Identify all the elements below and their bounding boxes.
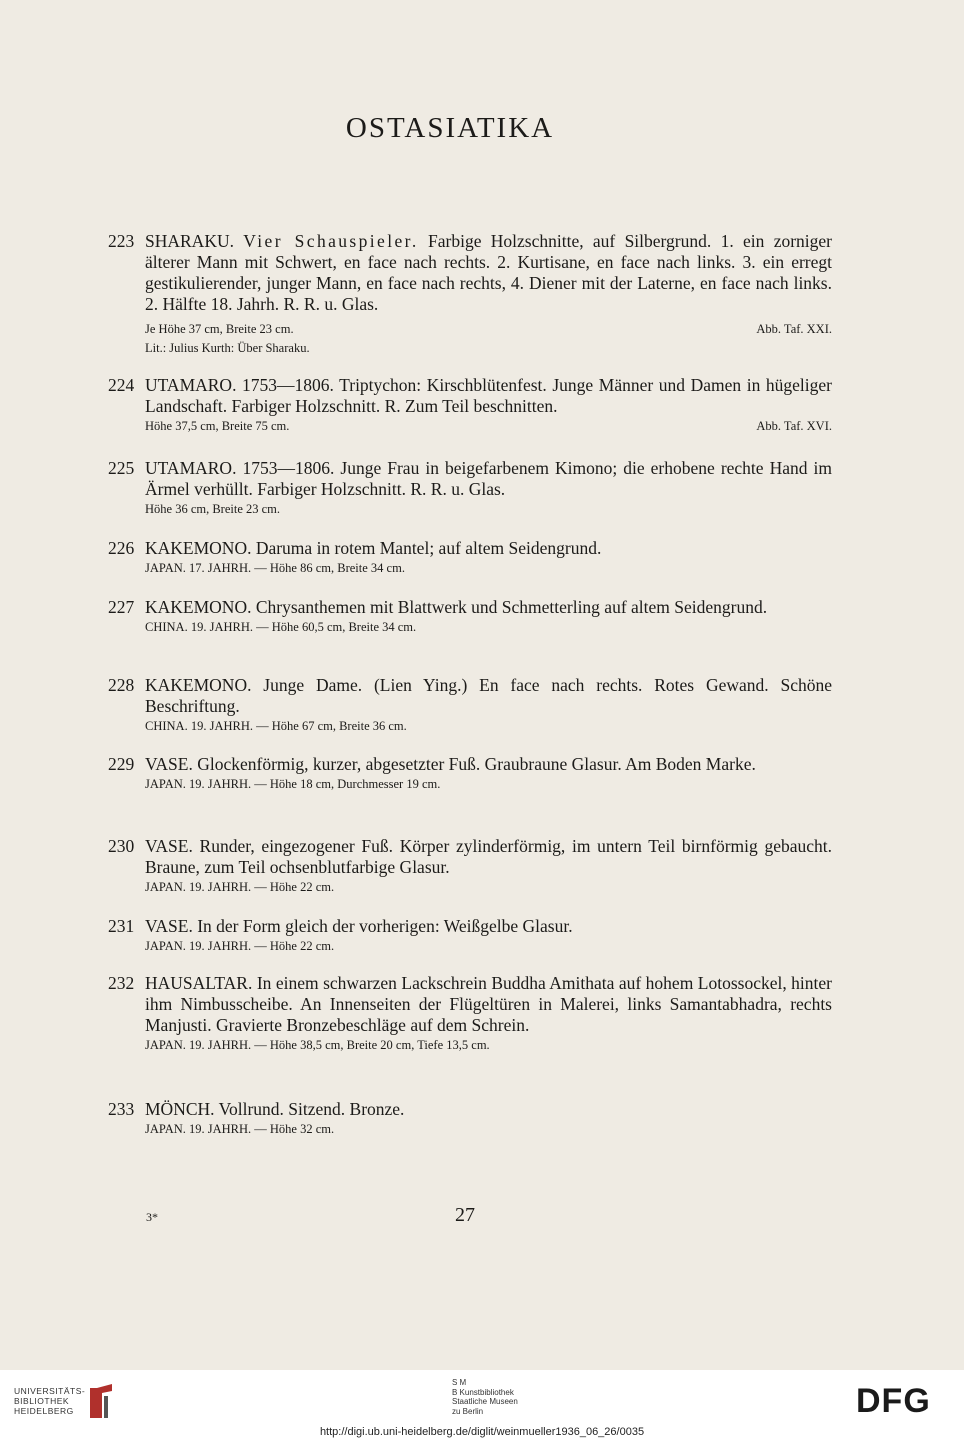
lot-text: Vollrund. Sitzend. Bronze. bbox=[218, 1099, 405, 1119]
catalog-entry-225 bbox=[108, 458, 832, 519]
catalog-entry-226 bbox=[108, 538, 832, 578]
catalog-entry-231 bbox=[108, 916, 832, 956]
lot-dimensions: JAPAN. 19. JAHRH. — Höhe 38,5 cm, Breite 20 cm, Tiefe 13,5 cm. bbox=[145, 1038, 490, 1052]
lot-title-spaced: Vier Schauspieler. bbox=[243, 231, 419, 251]
lot-number: 230 bbox=[108, 836, 135, 856]
lot-heading: MÖNCH. bbox=[145, 1099, 215, 1119]
lot-dimensions: Höhe 37,5 cm, Breite 75 cm. bbox=[145, 419, 290, 433]
ub-heidelberg-logo[interactable] bbox=[14, 1386, 85, 1416]
lot-heading: KAKEMONO. bbox=[145, 675, 252, 695]
lot-plate: Abb. Taf. XXI. bbox=[756, 322, 832, 336]
dfg-logo[interactable]: DFG bbox=[856, 1382, 931, 1420]
lot-number: 225 bbox=[108, 458, 135, 478]
lot-dimensions: JAPAN. 19. JAHRH. — Höhe 22 cm. bbox=[145, 939, 335, 953]
smb-logo-line: Staatliche Museen bbox=[452, 1397, 518, 1406]
lot-description bbox=[145, 231, 832, 315]
catalog-entry-229 bbox=[108, 754, 832, 794]
lot-meta bbox=[145, 775, 832, 794]
lot-number: 231 bbox=[108, 916, 135, 936]
lot-description bbox=[145, 836, 832, 878]
ub-logo-line: BIBLIOTHEK bbox=[14, 1396, 70, 1406]
lot-dimensions: CHINA. 19. JAHRH. — Höhe 67 cm, Breite 36 cm. bbox=[145, 719, 407, 733]
catalog-entry-232 bbox=[108, 973, 832, 1055]
lot-heading: VASE. bbox=[145, 754, 193, 774]
smb-logo-line: zu Berlin bbox=[452, 1406, 484, 1416]
lot-text: In einem schwarzen Lackschrein Buddha Amithata auf hohem Lotossockel, hinter ihm Nimbusscheibe. An Innenseiten der Flügeltüren in Malerei, links Samantabhadra, rechts Manjusti. Gravierte Bronzebeschläge auf dem Schrein. bbox=[145, 973, 832, 1035]
viewer-footer bbox=[0, 1370, 964, 1441]
lot-heading: HAUSALTAR. bbox=[145, 973, 253, 993]
lot-text: In der Form gleich der vorherigen: Weißgelbe Glasur. bbox=[197, 916, 573, 936]
lot-heading: UTAMARO. bbox=[145, 375, 237, 395]
lot-description bbox=[145, 458, 832, 500]
smb-logo-line: B Kunstbibliothek bbox=[452, 1387, 514, 1397]
lot-dimensions: CHINA. 19. JAHRH. — Höhe 60,5 cm, Breite 34 cm. bbox=[145, 620, 417, 634]
lot-description bbox=[145, 973, 832, 1036]
ub-emblem-icon bbox=[88, 1382, 116, 1420]
lot-meta bbox=[145, 320, 832, 339]
lot-description bbox=[145, 375, 832, 417]
lot-dimensions: JAPAN. 19. JAHRH. — Höhe 18 cm, Durchmesser 19 cm. bbox=[145, 777, 441, 791]
catalog-entry-224 bbox=[108, 375, 832, 436]
lot-text: Junge Dame. (Lien Ying.) En face nach rechts. Rotes Gewand. Schöne Beschriftung. bbox=[145, 675, 832, 716]
lot-meta bbox=[145, 937, 832, 956]
lot-number: 227 bbox=[108, 597, 135, 617]
lot-description bbox=[145, 754, 832, 775]
lot-number: 224 bbox=[108, 375, 135, 395]
catalog-entry-233 bbox=[108, 1099, 832, 1139]
lot-meta bbox=[145, 1036, 832, 1055]
lot-text: Runder, eingezogener Fuß. Körper zylinderförmig, im untern Teil birnförmig gebaucht. Braune, zum Teil ochsenblutfarbige Glasur. bbox=[145, 836, 832, 877]
lot-number: 229 bbox=[108, 754, 135, 774]
lot-meta bbox=[145, 618, 832, 637]
lot-literature: Lit.: Julius Kurth: Über Sharaku. bbox=[145, 341, 310, 355]
lot-text: Glockenförmig, kurzer, abgesetzter Fuß. Graubraune Glasur. Am Boden Marke. bbox=[197, 754, 756, 774]
lot-meta bbox=[145, 500, 832, 519]
lot-heading: VASE. bbox=[145, 836, 193, 856]
lot-meta bbox=[145, 717, 832, 736]
lot-description bbox=[145, 916, 832, 937]
lot-number: 226 bbox=[108, 538, 135, 558]
lot-heading: VASE. bbox=[145, 916, 193, 936]
lot-description bbox=[145, 675, 832, 717]
lot-number: 223 bbox=[108, 231, 135, 251]
catalog-entry-228 bbox=[108, 675, 832, 736]
lot-heading: KAKEMONO. bbox=[145, 538, 252, 558]
lot-number: 228 bbox=[108, 675, 135, 695]
lot-number: 233 bbox=[108, 1099, 135, 1119]
lot-dimensions: Je Höhe 37 cm, Breite 23 cm. bbox=[145, 322, 294, 336]
lot-number: 232 bbox=[108, 973, 135, 993]
lot-description bbox=[145, 597, 832, 618]
lot-meta bbox=[145, 878, 832, 897]
lot-heading: UTAMARO. bbox=[145, 458, 237, 478]
lot-heading: SHARAKU. bbox=[145, 231, 234, 251]
catalog-entry-227 bbox=[108, 597, 832, 637]
signature-mark: 3* bbox=[146, 1210, 158, 1224]
lot-description bbox=[145, 1099, 832, 1120]
lot-meta bbox=[145, 1120, 832, 1139]
lot-text: 1753—1806. Junge Frau in beigefarbenem Kimono; die erhobene rechte Hand im Ärmel verhüllt. Farbiger Holzschnitt. R. R. u. Glas. bbox=[145, 458, 832, 499]
lot-heading: KAKEMONO. bbox=[145, 597, 252, 617]
page-title: OSTASIATIKA bbox=[345, 112, 555, 144]
smb-kunstbibliothek-logo[interactable] bbox=[452, 1378, 518, 1416]
lot-meta bbox=[145, 417, 832, 436]
catalog-entry-230 bbox=[108, 836, 832, 897]
lot-dimensions: JAPAN. 17. JAHRH. — Höhe 86 cm, Breite 34 cm. bbox=[145, 561, 405, 575]
lot-text: Daruma in rotem Mantel; auf altem Seidengrund. bbox=[255, 538, 602, 558]
ub-logo-line: UNIVERSITÄTS- bbox=[14, 1386, 86, 1396]
lot-plate: Abb. Taf. XVI. bbox=[756, 419, 832, 433]
lot-dimensions: JAPAN. 19. JAHRH. — Höhe 22 cm. bbox=[145, 880, 335, 894]
lot-text: Chrysanthemen mit Blattwerk und Schmetterling auf altem Seidengrund. bbox=[255, 597, 768, 617]
catalog-entry-223 bbox=[108, 231, 832, 357]
permalink-url[interactable]: http://digi.ub.uni-heidelberg.de/diglit/weinmueller1936_06_26/0035 bbox=[319, 1426, 645, 1438]
lot-meta bbox=[145, 559, 832, 578]
ub-logo-line: HEIDELBERG bbox=[14, 1406, 74, 1416]
lot-text: 1753—1806. Triptychon: Kirschblütenfest. Junge Männer und Damen in hügeliger Landschaft. Farbiger Holzschnitt. R. Zum Teil beschnitten. bbox=[145, 375, 832, 416]
lot-description bbox=[145, 538, 832, 559]
lot-text: Farbige Holzschnitte, auf Silbergrund. 1. ein zorniger älterer Mann mit Schwert, en face nach rechts. 2. Kurtisane, en face nach links. 3. ein erregt gestikulierender, junger Mann, en face nach rechts, 4. Diener mit der Laterne, en face nach links. 2. Hälfte 18. Jahrh. R. R. u. Glas. bbox=[145, 231, 832, 314]
lot-dimensions: Höhe 36 cm, Breite 23 cm. bbox=[145, 502, 281, 516]
smb-logo-line: S M bbox=[452, 1378, 467, 1387]
lot-dimensions: JAPAN. 19. JAHRH. — Höhe 32 cm. bbox=[145, 1122, 335, 1136]
page-number: 27 bbox=[455, 1204, 475, 1226]
